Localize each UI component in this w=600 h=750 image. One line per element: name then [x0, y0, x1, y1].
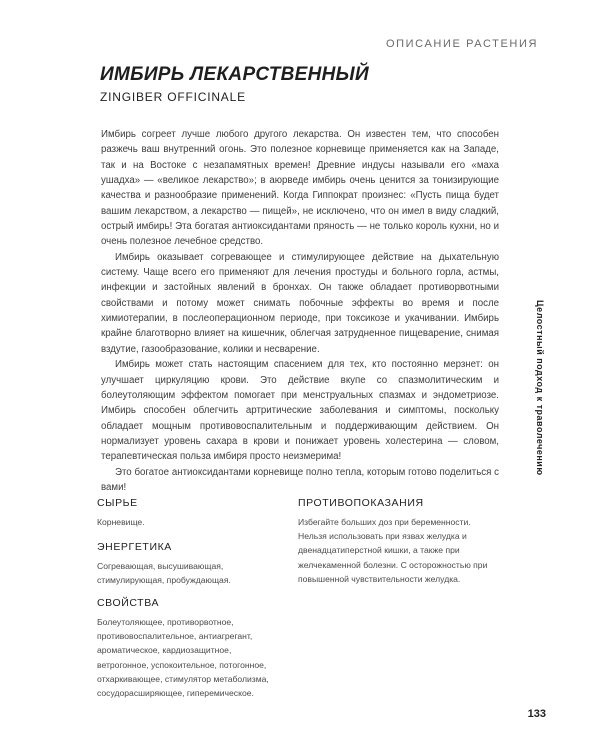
info-text: Корневище. — [97, 517, 145, 527]
section-header: ОПИСАНИЕ РАСТЕНИЯ — [386, 38, 538, 50]
info-contraindications — [298, 497, 498, 586]
info-energetics — [97, 541, 297, 587]
body-text — [101, 127, 499, 495]
info-text: Избегайте больших доз при беременности. Нельзя использовать при язвах желудка и двенадцатиперстной кишки, а также при желчекаменной болезни. С осторожностью при повышенной чувствительности желудка. — [298, 517, 488, 584]
paragraph: Это богатое антиоксидантами корневище полно тепла, которым готово поделиться с вами! — [101, 466, 499, 493]
info-raw-material — [97, 497, 297, 529]
paragraph: Имбирь может стать настоящим спасением для тех, кто постоянно мерзнет: он улучшает циркуляцию крови. Это действие вкупе со спазмолитическим и болеутоляющим эффектом помогает при менструальных спазмах и эндометриозе. Имбирь способен облегчить артритические заболевания и симптомы, поскольку обладает мощным противовоспалительным и поддерживающим действием. Он нормализует уровень сахара в крови и понижает уровень холестерина — словом, терапевтическая польза имбиря просто неизмерима! — [101, 359, 499, 463]
paragraph: Имбирь согреет лучше любого другого лекарства. Он известен тем, что способен разжечь ваш внутренний огонь. Это полезное корневище применяется как на Западе, так и на Востоке с незапамятных времен! Древние индусы называли его «маха ушадха» — «великое лекарство»; в аюрведе имбирь очень ценится за тонизирующие качества и разнообразие применений. Когда Гиппократ произнес: «Пусть пища будет вашим лекарством, а лекарство — пищей», не исключено, что он имел в виду сладкий, острый имбирь! Эта богатая антиоксидантами пряность — не только король кухни, но и очень полезное лечебное средство. — [101, 129, 499, 248]
plant-latin-name: ZINGIBER OFFICINALE — [100, 90, 246, 104]
info-heading: ПРОТИВОПОКАЗАНИЯ — [298, 497, 424, 509]
info-text: Согревающая, высушивающая, стимулирующая, пробуждающая. — [97, 561, 231, 586]
info-text: Болеутоляющее, противорвотное, противовоспалительное, антиагрегант, ароматическое, кардиозащитное, ветрогонное, успокоительное, потогонное, отхаркивающее, стимулятор метаболизма, сосудорасширяющее, гиперемическое. — [97, 617, 269, 699]
paragraph: Имбирь оказывает согревающее и стимулирующее действие на дыхательную систему. Чаще всего его применяют для лечения простуды и больного горла, астмы, инфекции и застойных явлений в бронхах. Он также обладает противорвотными свойствами и потому может снимать побочные эффекты во время и после химиотерапии, в послеоперационном периоде, при токсикозе и укачивании. Имбирь крайне благотворно влияет на кишечник, облегчая затрудненное пищеварение, снимая вздутие, газообразование, колики и несварение. — [101, 251, 499, 355]
plant-title: ИМБИРЬ ЛЕКАРСТВЕННЫЙ — [100, 64, 369, 85]
info-properties — [97, 597, 297, 700]
info-heading: ЭНЕРГЕТИКА — [97, 541, 172, 553]
side-chapter-tab: Целостный подход к траволечению — [535, 299, 545, 476]
info-heading: СЫРЬЕ — [97, 497, 138, 509]
page-number: 133 — [527, 708, 546, 720]
info-heading: СВОЙСТВА — [97, 597, 160, 609]
